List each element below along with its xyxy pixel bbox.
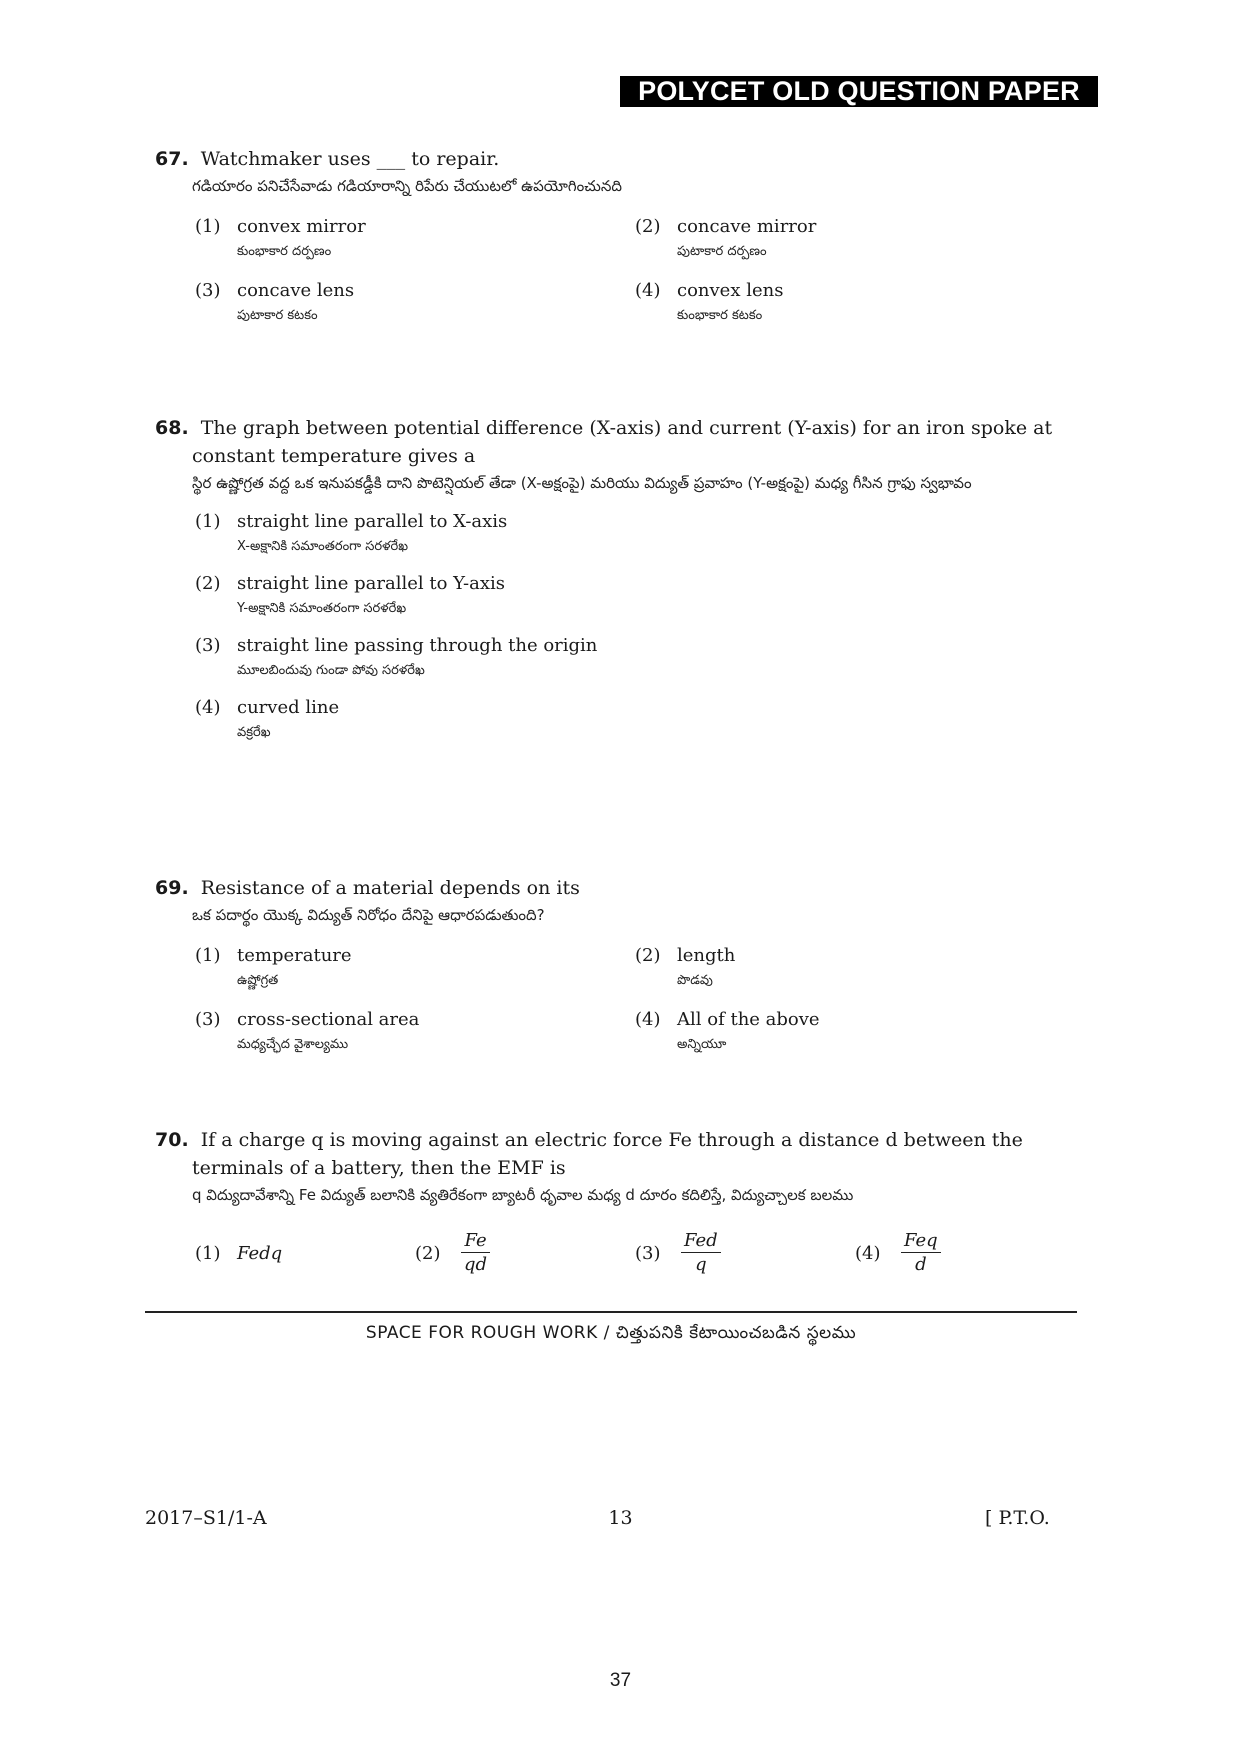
option-label: (4) [855, 1243, 881, 1264]
option-2 [635, 942, 1075, 992]
option-3 [635, 1230, 855, 1277]
page-number: 37 [609, 1670, 632, 1691]
question-number: 69. [155, 877, 189, 899]
question-number: 67. [155, 148, 189, 170]
question-69 [155, 874, 1075, 1056]
option-text-telugu: X-అక్షానికి సమాంతరంగా సరళరేఖ [237, 539, 409, 554]
fraction-numerator: Fe [461, 1230, 489, 1253]
fraction-denominator: qd [464, 1254, 488, 1275]
option-label: (1) [195, 216, 221, 237]
option-3 [195, 1006, 635, 1056]
option-1 [195, 508, 895, 558]
option-text: straight line parallel to Y-axis [237, 573, 506, 594]
option-label: (3) [195, 635, 221, 656]
question-68 [155, 414, 1075, 744]
option-text-telugu: మధ్యచ్ఛేద వైశాల్యము [237, 1037, 349, 1052]
question-stem: If a charge q is moving against an electric force Fe through a distance d between the terminals of a battery, then the EMF is [192, 1129, 1023, 1179]
option-4 [635, 277, 1075, 327]
option-label: (2) [195, 573, 221, 594]
option-text: temperature [237, 945, 352, 966]
question-stem-telugu: q విద్యుదావేశాన్ని Fe విద్యుత్ బలానికి వ్యతిరేకంగా బ్యాటరీ ధృవాల మధ్య d దూరం కదిలిస్తే, విద్యుచ్చాలక బలము [192, 1186, 854, 1204]
question-stem: The graph between potential difference (X-axis) and current (Y-axis) for an iron spoke at constant temperature gives a [192, 417, 1053, 467]
question-67 [155, 145, 1075, 327]
option-label: (1) [195, 511, 221, 532]
rough-work-label: SPACE FOR ROUGH WORK / చిత్తుపనికి కేటాయించబడిన స్థలము [365, 1323, 857, 1343]
option-text: straight line parallel to X-axis [237, 511, 508, 532]
option-text-telugu: వక్రరేఖ [237, 725, 271, 740]
option-2 [415, 1230, 635, 1277]
option-4 [635, 1006, 1075, 1056]
option-1 [195, 213, 635, 263]
option-1 [195, 1230, 415, 1277]
question-stem: Watchmaker uses ___ to repair. [200, 148, 500, 170]
option-text: curved line [237, 697, 340, 718]
fraction-denominator: q [695, 1254, 707, 1275]
option-1 [195, 942, 635, 992]
option-label: (1) [195, 945, 221, 966]
option-label: (2) [635, 945, 661, 966]
option-text: straight line passing through the origin [237, 635, 598, 656]
option-text-telugu: కుంభాకార దర్పణం [237, 244, 332, 259]
question-stem-telugu: ఒక పదార్థం యొక్క విద్యుత్ నిరోధం దేనిపై ఆధారపడుతుంది? [192, 906, 545, 924]
fraction [681, 1230, 721, 1277]
option-text-telugu: పొడవు [677, 973, 713, 988]
paper-code: 2017–S1/1-A [145, 1507, 267, 1529]
question-number: 68. [155, 417, 189, 439]
option-label: (3) [195, 1009, 221, 1030]
option-label: (4) [195, 697, 221, 718]
option-text: concave mirror [677, 216, 817, 237]
question-stem-telugu: గడియారం పనిచేసేవాడు గడియారాన్ని రిపేరు చేయుటలో ఉపయోగించునది [192, 177, 622, 195]
pto-label: [ P.T.O. [985, 1507, 1050, 1529]
sheet-page-number: 13 [608, 1507, 633, 1529]
option-text-telugu: పుటాకార దర్పణం [677, 244, 767, 259]
question-70 [155, 1126, 1075, 1277]
question-stem-telugu: స్థిర ఉష్ణోగ్రత వద్ద ఒక ఇనుపకడ్డీకి దాని పొటెన్షియల్ తేడా (X-అక్షంపై) మరియు విద్యుత్ ప్రవాహం (Y-అక్షంపై) మధ్య గీసిన గ్రాఫు స్వభావం [192, 474, 972, 492]
option-text: convex mirror [237, 216, 366, 237]
option-text-telugu: మూలబిందువు గుండా పోవు సరళరేఖ [237, 663, 425, 678]
option-text-telugu: ఉష్ణోగ్రత [237, 973, 279, 988]
option-label: (2) [635, 216, 661, 237]
option-text: length [677, 945, 736, 966]
option-4 [195, 694, 895, 744]
fraction [461, 1230, 490, 1277]
question-stem: Resistance of a material depends on its [200, 877, 580, 899]
option-3 [195, 277, 635, 327]
question-number: 70. [155, 1129, 189, 1151]
option-3 [195, 632, 895, 682]
option-text-telugu: పుటాకార కటకం [237, 308, 318, 323]
option-text: All of the above [677, 1009, 820, 1030]
header-banner: POLYCET OLD QUESTION PAPER [620, 76, 1098, 107]
option-text: cross-sectional area [237, 1009, 420, 1030]
option-label: (3) [195, 280, 221, 301]
option-2 [195, 570, 895, 620]
option-text: convex lens [677, 280, 784, 301]
option-4 [855, 1230, 1075, 1277]
option-label: (3) [635, 1243, 661, 1264]
fraction-numerator: Fed [681, 1230, 721, 1253]
fraction-numerator: Feq [901, 1230, 941, 1253]
divider [145, 1311, 1077, 1313]
option-label: (4) [635, 1009, 661, 1030]
fraction [901, 1230, 941, 1277]
option-text: concave lens [237, 280, 355, 301]
option-label: (1) [195, 1243, 221, 1264]
option-label: (4) [635, 280, 661, 301]
option-text-telugu: కుంభాకార కటకం [677, 308, 763, 323]
option-label: (2) [415, 1243, 441, 1264]
option-expression: Fedq [237, 1243, 283, 1264]
option-text-telugu: Y-అక్షానికి సమాంతరంగా సరళరేఖ [237, 601, 407, 616]
fraction-denominator: d [915, 1254, 927, 1275]
option-2 [635, 213, 1075, 263]
option-text-telugu: అన్నియూ [677, 1037, 727, 1052]
